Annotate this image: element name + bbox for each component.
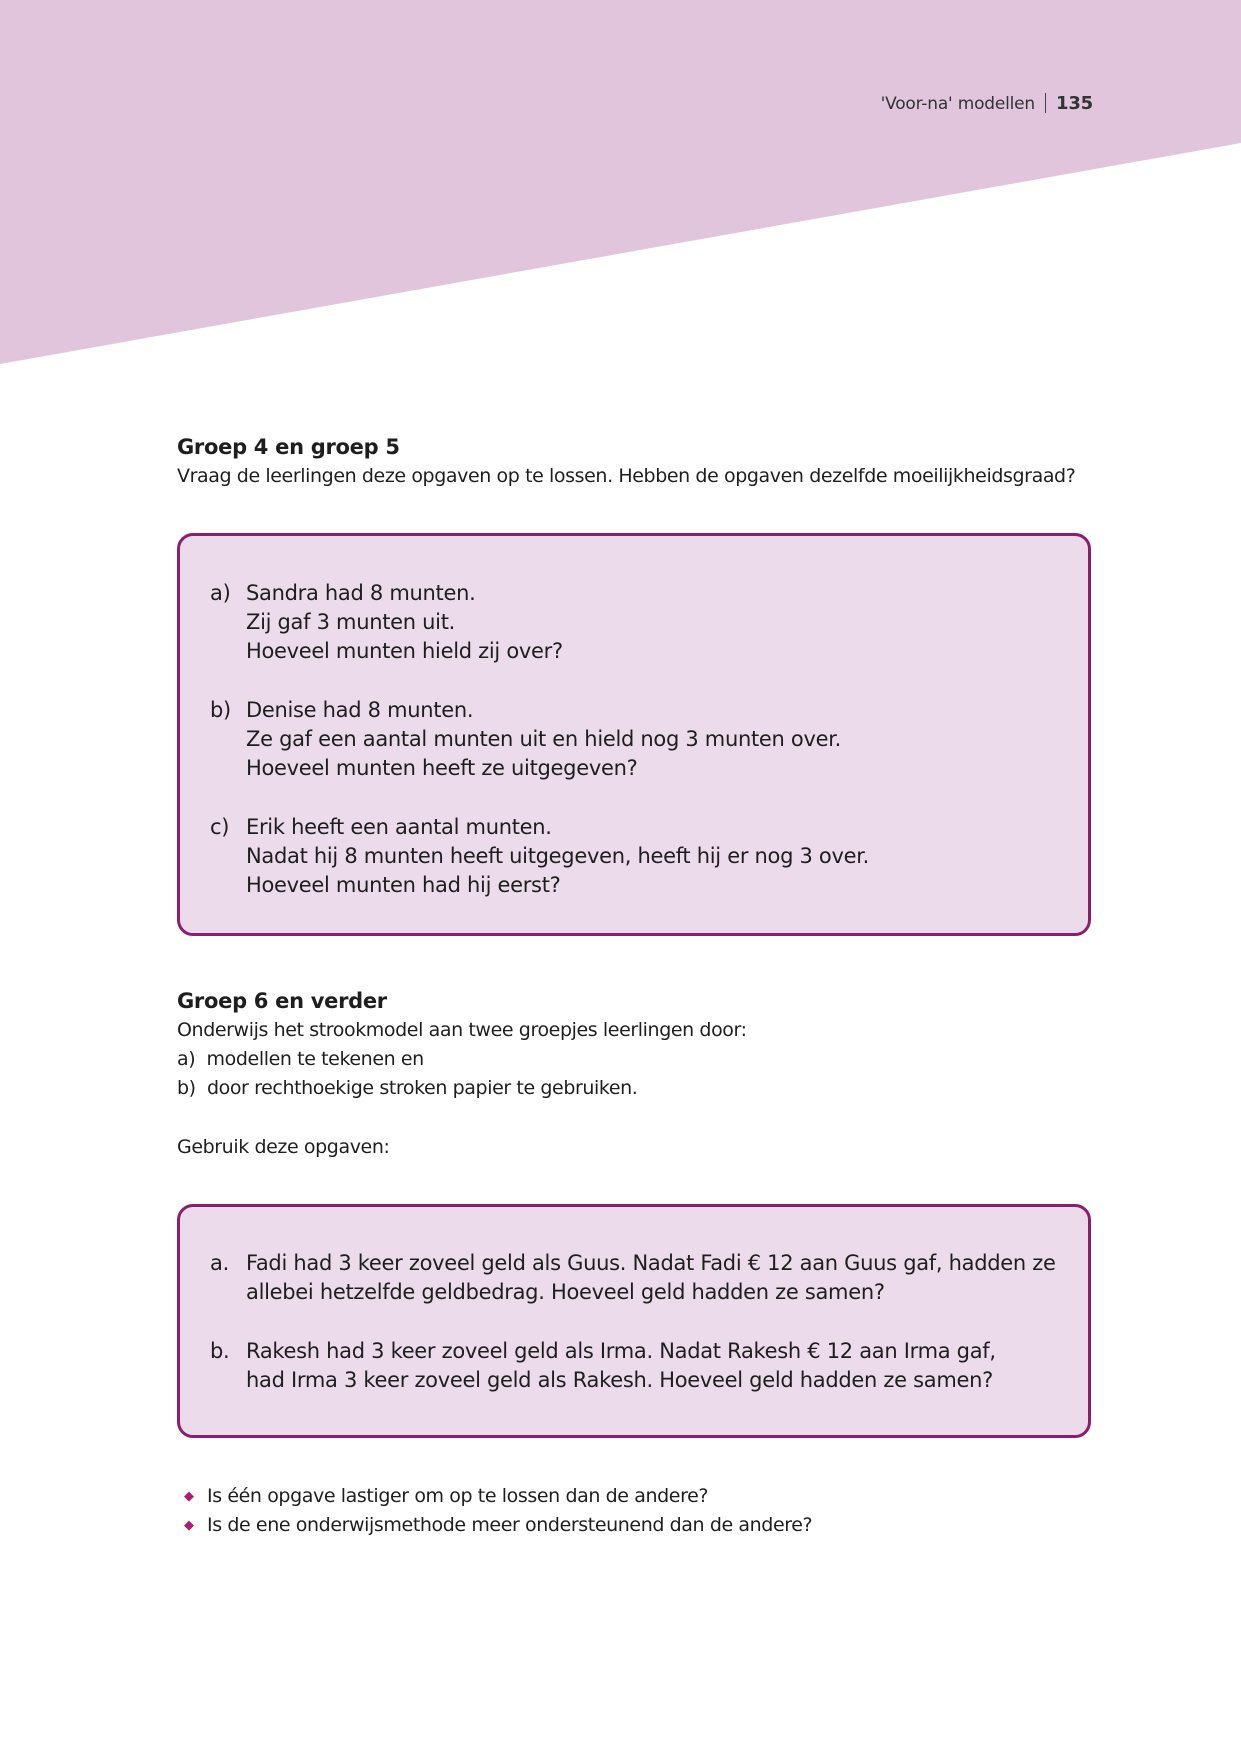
section-heading: Groep 6 en verder bbox=[177, 989, 387, 1013]
list-item bbox=[177, 1482, 1077, 1511]
exercise-a bbox=[210, 579, 1070, 666]
decorative-header-band bbox=[0, 0, 1241, 370]
exercise-line: Zij gaf 3 munten uit. bbox=[246, 610, 456, 634]
exercise-line: Rakesh had 3 keer zoveel geld als Irma. Nadat Rakesh € 12 aan Irma gaf, bbox=[246, 1339, 996, 1363]
exercise-line: Denise had 8 munten. bbox=[246, 698, 474, 722]
section-groep-6 bbox=[177, 986, 1087, 1162]
exercise-line: Hoeveel munten heeft ze uitgegeven? bbox=[246, 756, 638, 780]
exercise-label: b) bbox=[210, 698, 231, 722]
header-separator bbox=[1045, 93, 1046, 113]
section-line: Onderwijs het strookmodel aan twee groepjes leerlingen door: bbox=[177, 1019, 747, 1041]
section-groep-4-5 bbox=[177, 432, 1087, 491]
exercise-line: allebei hetzelfde geldbedrag. Hoeveel geld hadden ze samen? bbox=[246, 1280, 885, 1304]
question-text: Is de ene onderwijsmethode meer ondersteunend dan de andere? bbox=[207, 1514, 813, 1536]
exercise-b bbox=[210, 696, 1070, 783]
question-text: Is één opgave lastiger om op te lossen dan de andere? bbox=[207, 1485, 709, 1507]
exercise-label: b. bbox=[210, 1339, 230, 1363]
list-item bbox=[177, 1511, 1077, 1540]
exercise-a bbox=[210, 1249, 1070, 1307]
running-header bbox=[881, 93, 1093, 114]
exercise-box-2 bbox=[177, 1204, 1091, 1438]
exercise-line: Fadi had 3 keer zoveel geld als Guus. Nadat Fadi € 12 aan Guus gaf, hadden ze bbox=[246, 1251, 1056, 1275]
exercise-label: a) bbox=[210, 581, 231, 605]
exercise-label: c) bbox=[210, 815, 230, 839]
exercise-line: had Irma 3 keer zoveel geld als Rakesh. Hoeveel geld hadden ze samen? bbox=[246, 1368, 993, 1392]
exercise-line: Sandra had 8 munten. bbox=[246, 581, 476, 605]
exercise-box-1 bbox=[177, 533, 1091, 936]
exercise-b bbox=[210, 1337, 1070, 1395]
bullet-icon: ◆ bbox=[184, 1518, 194, 1533]
section-intro: Vraag de leerlingen deze opgaven op te lossen. Hebben de opgaven dezelfde moeilijkheidsgraad? bbox=[177, 465, 1076, 487]
exercise-c bbox=[210, 813, 1070, 900]
exercise-line: Erik heeft een aantal munten. bbox=[246, 815, 552, 839]
section-heading: Groep 4 en groep 5 bbox=[177, 435, 400, 459]
exercise-line: Hoeveel munten hield zij over? bbox=[246, 639, 563, 663]
exercise-line: Ze gaf een aantal munten uit en hield nog 3 munten over. bbox=[246, 727, 841, 751]
use-label: Gebruik deze opgaven: bbox=[177, 1136, 390, 1158]
exercise-label: a. bbox=[210, 1251, 229, 1275]
header-band-shape bbox=[0, 0, 1241, 364]
bullet-icon: ◆ bbox=[184, 1489, 194, 1504]
question-list bbox=[177, 1482, 1077, 1540]
exercise-line: Nadat hij 8 munten heeft uitgegeven, heeft hij er nog 3 over. bbox=[246, 844, 870, 868]
section-line: b) door rechthoekige stroken papier te gebruiken. bbox=[177, 1077, 638, 1099]
section-line: a) modellen te tekenen en bbox=[177, 1048, 424, 1070]
chapter-title: 'Voor-na' modellen bbox=[880, 94, 1036, 114]
exercise-line: Hoeveel munten had hij eerst? bbox=[246, 873, 561, 897]
page-number: 135 bbox=[1056, 93, 1093, 114]
